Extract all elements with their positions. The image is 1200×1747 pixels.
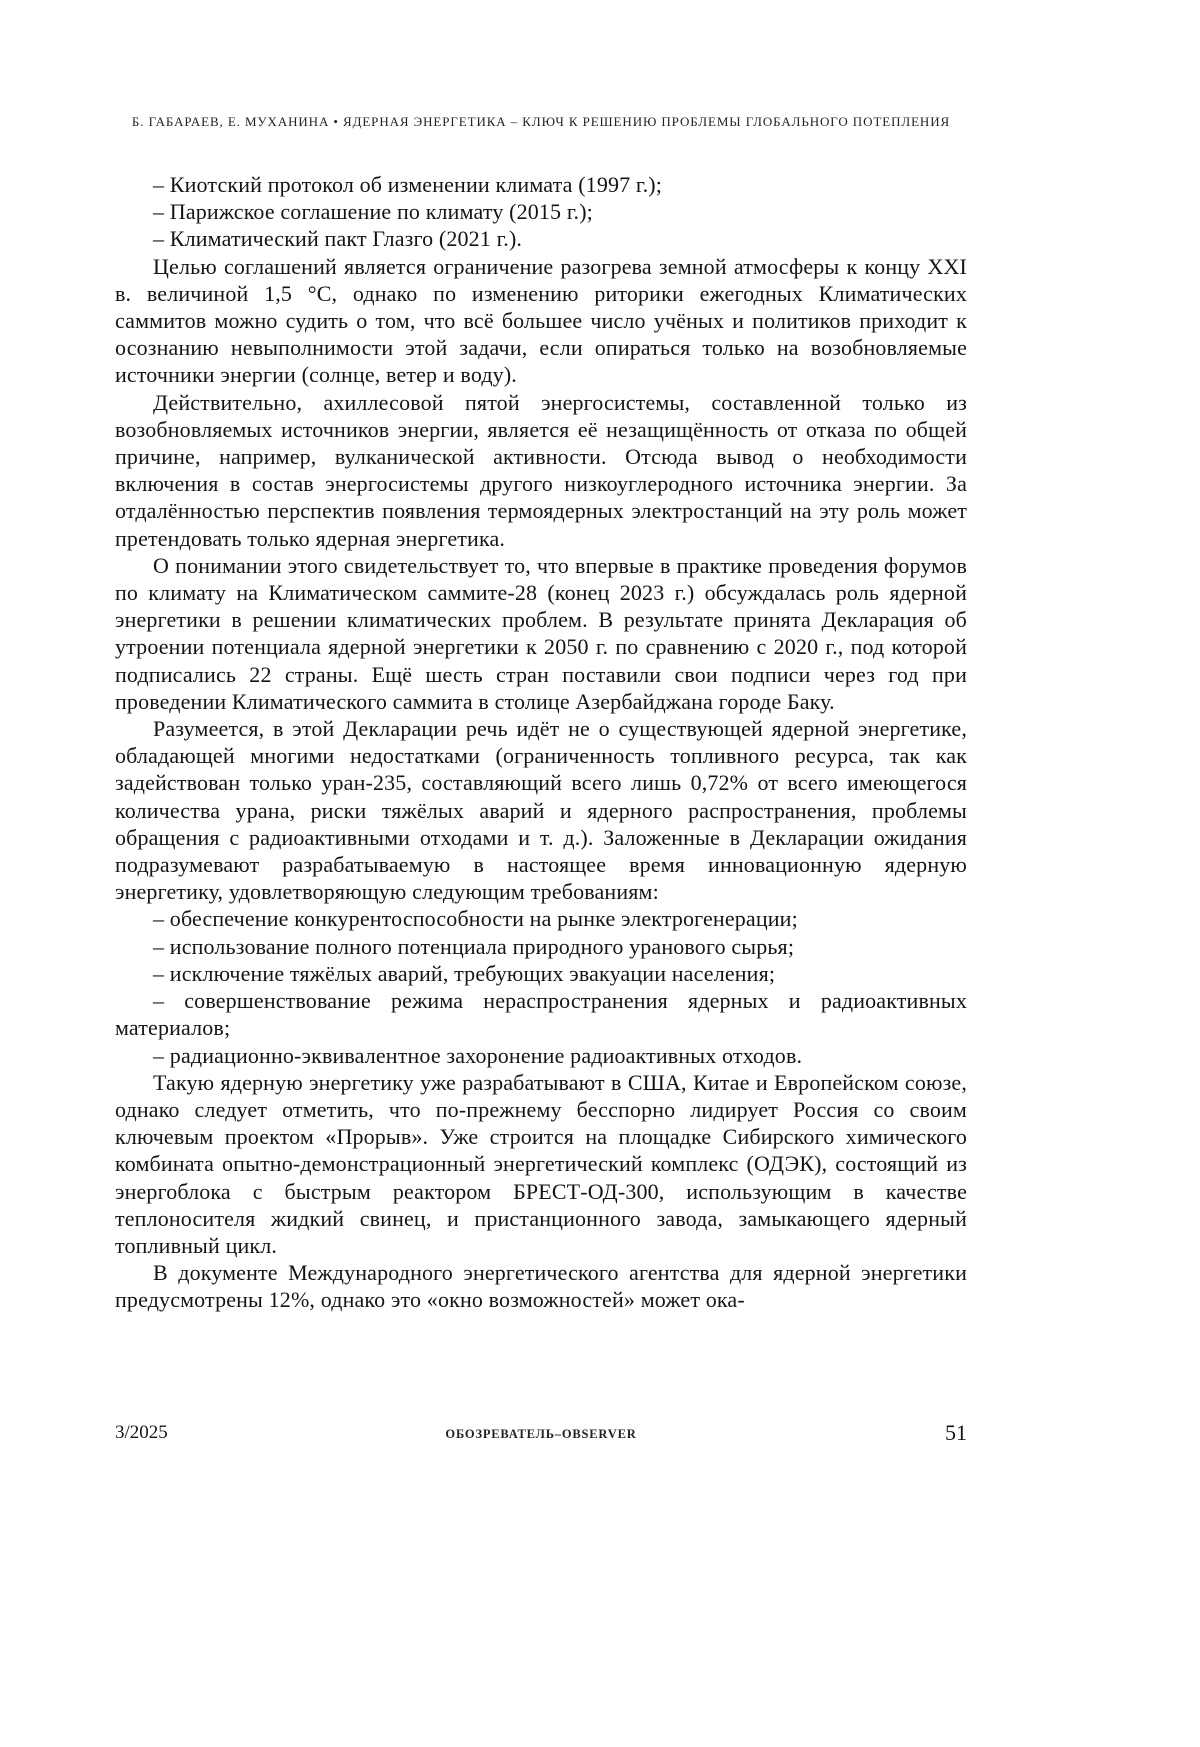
footer-journal-title: ОБОЗРЕВАТЕЛЬ–OBSERVER <box>445 1427 637 1441</box>
list-item: – радиационно-эквивалентное захоронение радиоактивных отходов. <box>153 1042 803 1068</box>
running-head: Б. ГАБАРАЕВ, Е. МУХАНИНА • ЯДЕРНАЯ ЭНЕРГЕТИКА – КЛЮЧ К РЕШЕНИЮ ПРОБЛЕМЫ ГЛОБАЛЬНОГО ПОТЕПЛЕНИЯ <box>131 114 951 129</box>
footer-page-number: 51 <box>945 1420 967 1445</box>
page-footer <box>115 1420 967 1450</box>
paragraph: Целью соглашений является ограничение разогрева земной атмосферы к концу XXI в. величиной 1,5 °С, однако по изменению риторики ежегодных Климатических саммитов можно судить о том, что всё большее число учёных и политиков приходит к осознанию невыполнимости этой задачи, если опираться только на возобновляемые источники энергии (солнце, ветер и воду). <box>115 253 967 388</box>
list-item: – Киотский протокол об изменении климата (1997 г.); <box>153 172 663 197</box>
list-item: – совершенствование режима нераспространения ядерных и радиоактивных материалов; <box>115 988 967 1041</box>
paragraph: В документе Международного энергетического агентства для ядерной энергетики предусмотрены 12%, однако это «окно возможностей» может ока- <box>115 1260 967 1313</box>
list-item: – обеспечение конкурентоспособности на рынке электрогенерации; <box>153 906 798 932</box>
paragraph: О понимании этого свидетельствует то, что впервые в практике проведения форумов по климату на Климатическом саммите-28 (конец 2023 г.) обсуждалась роль ядерной энергетики в решении климатических проблем. В результате принята Декларация об утроении потенциала ядерной энергетики к 2050 г. по сравнению с 2020 г., под которой подписались 22 страны. Ещё шесть стран поставили свои подписи через год при проведении Климатического саммита в столице Азербайджана городе Баку. <box>115 552 967 714</box>
list-item: – использование полного потенциала природного уранового сырья; <box>153 933 795 959</box>
list-item: – Парижское соглашение по климату (2015 г.); <box>153 199 593 225</box>
paragraph: Такую ядерную энергетику уже разрабатывают в США, Китае и Европейском союзе, однако следует отметить, что по-прежнему бесспорно лидирует Россия со своим ключевым проектом «Прорыв». Уже строится на площадке Сибирского химического комбината опытно-демонстрационный энергетический комплекс (ОДЭК), состоящий из энергоблока с быстрым реактором БРЕСТ-ОД-300, использующим в качестве теплоносителя жидкий свинец, и пристанционного завода, замыкающего ядерный топливный цикл. <box>115 1069 967 1258</box>
footer-issue: 3/2025 <box>115 1422 168 1443</box>
paragraph: Разумеется, в этой Декларации речь идёт не о существующей ядерной энергетике, обладающей многими недостатками (ограниченность топливного ресурса, так как задействован только уран-235, составляющий всего лишь 0,72% от всего имеющегося количества урана, риски тяжёлых аварий и ядерного распространения, проблемы обращения с радиоактивными отходами и т. д.). Заложенные в Декларации ожидания подразумевают разрабатываемую в настоящее время инновационную ядерную энергетику, удовлетворяющую следующим требованиям: <box>115 716 967 905</box>
article-body <box>115 171 967 1314</box>
list-item: – Климатический пакт Глазго (2021 г.). <box>153 226 523 252</box>
paragraph: Действительно, ахиллесовой пятой энергосистемы, составленной только из возобновляемых источников энергии, является её незащищённость от отказа по общей причине, например, вулканической активности. Отсюда вывод о необходимости включения в состав энергосистемы другого низкоуглеродного источника энергии. За отдалённостью перспектив появления термоядерных электростанций на эту роль может претендовать только ядерная энергетика. <box>115 389 967 551</box>
list-item: – исключение тяжёлых аварий, требующих эвакуации населения; <box>153 960 776 986</box>
